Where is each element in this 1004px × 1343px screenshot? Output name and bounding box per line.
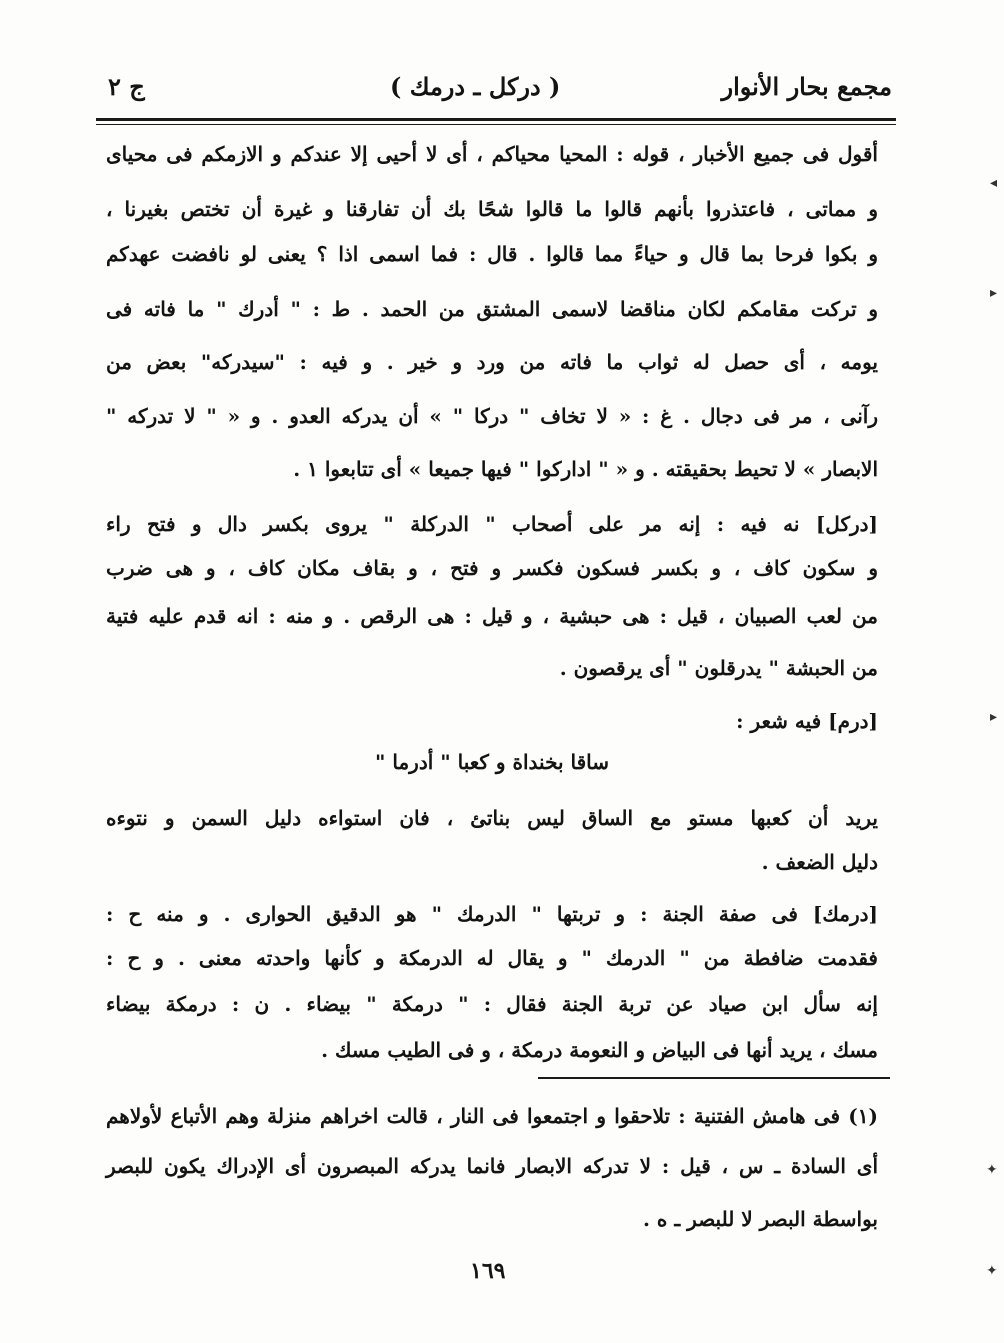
- footnote-line: أى السادة ـ س ، قيل : لا تدركه الابصار فانما يدركه المبصرون أى الإدراك يكون للبصر: [106, 1154, 878, 1178]
- scan-margin-mark-icon: ▸: [990, 285, 998, 301]
- entry-daram-line: يريد أن كعبها مستو مع الساق ليس بناتئ ، فان استواءه دليل السمن و نتوءه: [106, 806, 879, 830]
- body-line: و تركت مقامكم لكان مناقضا لاسمى المشتق من الحمد . ط : " أدرك " ما فاته فى: [106, 297, 878, 321]
- entry-darkal-line: من لعب الصبيان ، قيل : هى حبشية ، و قيل : هى الرقص . و منه : انه قدم عليه فتية: [106, 604, 878, 628]
- footnote-line: (١) فى هامش الفتنية : تلاحقوا و اجتمعوا فى النار ، قالت اخراهم منزلة وهم الأتباع لأولاهم: [106, 1104, 878, 1128]
- footnote-line: بواسطة البصر لا للبصر ـ ه .: [642, 1207, 878, 1231]
- entry-darmak-line: إنه سأل ابن صياد عن تربة الجنة فقال : " درمكة " بيضاء . ن : درمكة بيضاء: [106, 992, 878, 1016]
- running-header-entries: ( دركل ـ درمك ): [390, 72, 561, 101]
- scan-margin-mark-icon: ✦: [986, 1162, 998, 1178]
- entry-darmak-line: مسك ، يريد أنها فى البياض و النعومة درمكة ، و فى الطيب مسك .: [321, 1038, 878, 1062]
- body-line: يومه ، أى حصل له ثواب ما فاته من ورد و خير . و فيه : "سيدركه" بعض من: [106, 350, 878, 374]
- body-line: الابصار » لا تحيط بحقيقته . و « " اداركوا " فيها جميعا » أى تتابعوا ١ .: [293, 457, 878, 481]
- body-line: و مماتى ، فاعتذروا بأنهم قالوا ما قالوا شحًا بك أن تفارقنا و غيرة أن تختص بغيرنا ،: [106, 197, 878, 221]
- scan-margin-mark-icon: ▸: [990, 709, 998, 725]
- running-header-title: مجمع بحار الأنوار: [721, 72, 892, 101]
- entry-darkal-line: و سكون كاف ، و بكسر فسكون فكسر و فتح ، و بقاف مكان كاف ، و هى ضرب: [106, 556, 878, 580]
- running-header-volume: ج ٢: [108, 72, 145, 101]
- body-line: رآنى ، مر فى دجال . غ : « لا تخاف " دركا " » أن يدركه العدو . و « " لا تدركه ": [106, 404, 878, 428]
- header-rule-thin: [96, 124, 896, 125]
- scan-margin-mark-icon: ✦: [986, 1263, 998, 1279]
- scan-margin-mark-icon: ◂: [990, 175, 998, 191]
- poetry-verse: ساقا بخنداة و كعبا " أدرما ": [374, 750, 610, 774]
- body-line: أقول فى جميع الأخبار ، قوله : المحيا محياكم ، أى لا أحيى إلا عندكم و الازمكم فى محياى: [106, 142, 878, 166]
- page-number: ١٦٩: [470, 1258, 506, 1284]
- entry-daram-intro: [درم] فيه شعر :: [736, 709, 878, 733]
- entry-darmak-line: فقدمت ضافطة من " الدرمك " و يقال له الدرمكة و كأنها واحدته معنى . و ح :: [106, 946, 878, 970]
- entry-daram-line: دليل الضعف .: [761, 850, 878, 874]
- entry-darkal-line: من الحبشة " يدرقلون " أى يرقصون .: [559, 656, 878, 680]
- footnote-separator: [538, 1077, 890, 1079]
- entry-darmak-line: [درمك] فى صفة الجنة : و تربتها " الدرمك " هو الدقيق الحوارى . و منه ح :: [106, 902, 878, 926]
- entry-darkal-line: [دركل] نه فيه : إنه مر على أصحاب " الدركلة " يروى بكسر دال و فتح راء: [106, 512, 878, 536]
- body-line: و بكوا فرحا بما قال و حياءً مما قالوا . قال : فما اسمى اذا ؟ يعنى لو نافضت عهدكم: [106, 242, 878, 266]
- header-rule-thick: [96, 118, 896, 121]
